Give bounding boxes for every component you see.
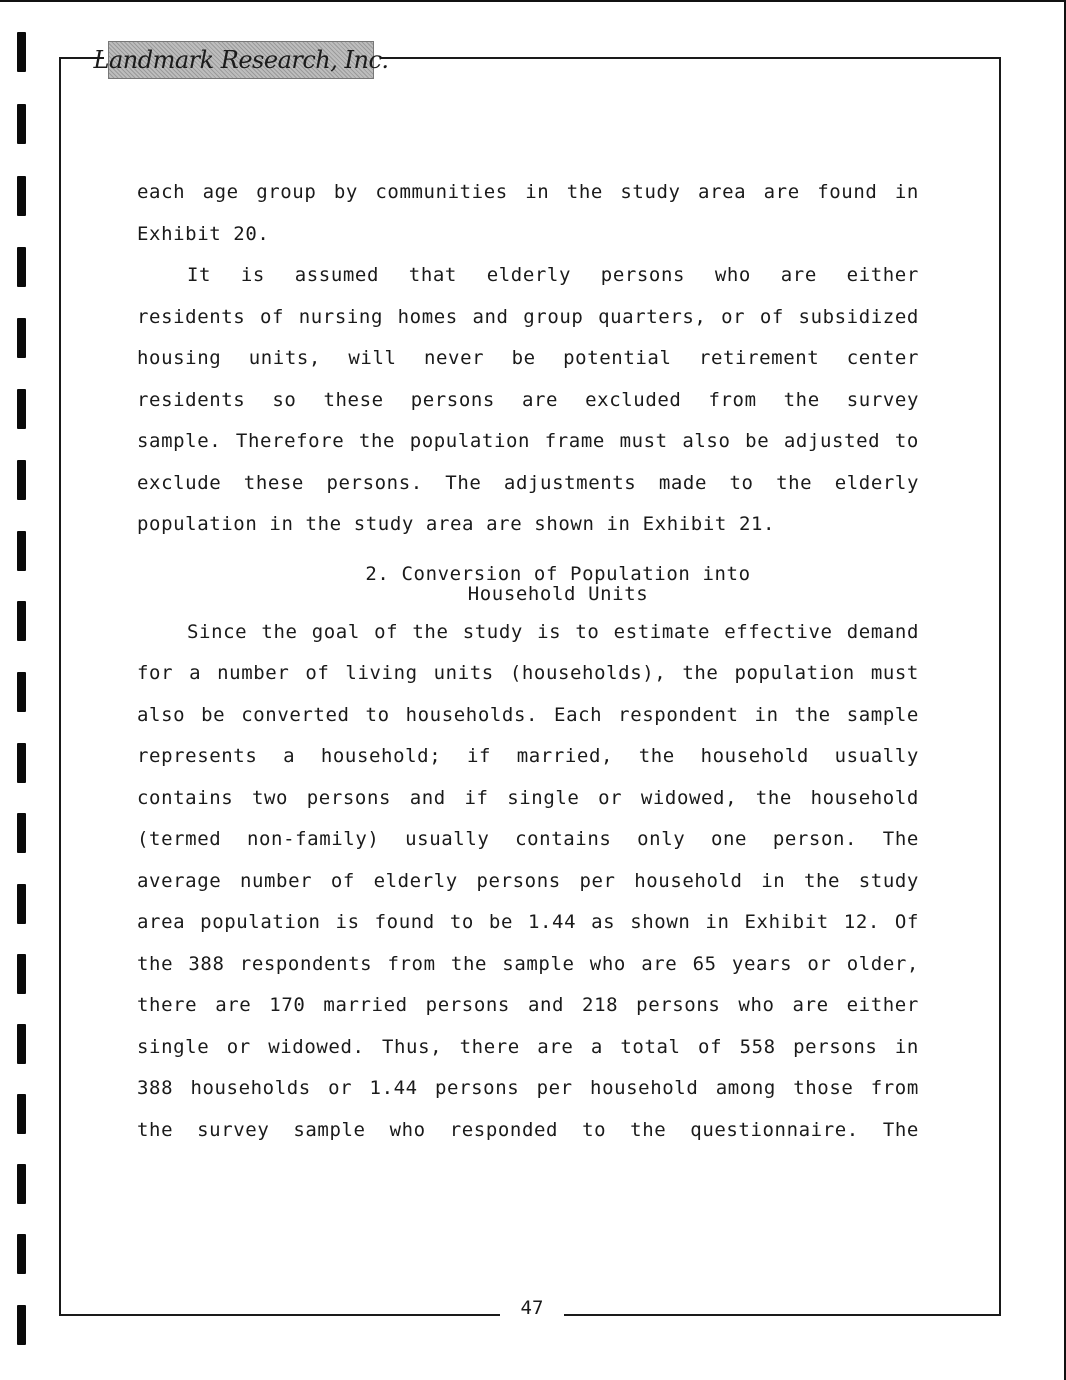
word: exclude bbox=[137, 471, 222, 494]
word: to bbox=[582, 1118, 607, 1141]
binder-holes bbox=[0, 0, 40, 1380]
word: contains bbox=[515, 828, 612, 850]
word: average bbox=[137, 869, 222, 892]
word: persons bbox=[410, 388, 495, 411]
word: persons. bbox=[326, 471, 423, 494]
word: represents bbox=[137, 745, 258, 767]
word: household bbox=[700, 745, 809, 767]
heading-line: 2. Conversion of Population into bbox=[365, 562, 751, 585]
word: group bbox=[256, 181, 317, 203]
word: are bbox=[763, 181, 800, 203]
word: of bbox=[260, 305, 285, 328]
word: area bbox=[698, 181, 747, 203]
word: be bbox=[511, 347, 536, 369]
word: must bbox=[870, 662, 919, 684]
word: be bbox=[488, 911, 513, 933]
word: persons bbox=[306, 786, 392, 809]
word: Thus, bbox=[381, 1035, 443, 1058]
word: subsidized bbox=[798, 305, 919, 328]
word: these bbox=[243, 471, 304, 494]
word: 388 bbox=[188, 952, 225, 975]
word: or bbox=[721, 305, 746, 328]
word: never bbox=[423, 347, 485, 369]
word: group bbox=[523, 305, 584, 328]
text-line bbox=[137, 380, 919, 422]
word: these bbox=[323, 388, 384, 411]
word: from bbox=[870, 1077, 919, 1099]
word: questionnaire. bbox=[690, 1118, 859, 1141]
word: contains bbox=[137, 786, 234, 809]
word: older, bbox=[846, 952, 919, 975]
word: the bbox=[630, 1118, 667, 1141]
word: and bbox=[409, 786, 446, 809]
binder-hole bbox=[17, 884, 26, 924]
word: of bbox=[759, 305, 784, 328]
word: married, bbox=[516, 745, 614, 767]
binder-hole bbox=[17, 247, 26, 287]
word: the bbox=[261, 620, 298, 643]
binder-hole bbox=[17, 601, 26, 641]
word: are bbox=[780, 264, 817, 286]
word: who bbox=[714, 264, 751, 286]
word: will bbox=[348, 347, 397, 369]
word: non-family) bbox=[246, 828, 380, 850]
word: nursing bbox=[298, 305, 383, 328]
word: The bbox=[445, 471, 482, 494]
word: respondents bbox=[239, 952, 373, 975]
word: respondent bbox=[618, 703, 739, 726]
word: if bbox=[464, 786, 489, 809]
word: by bbox=[333, 181, 358, 203]
word: the bbox=[803, 869, 841, 892]
word: in bbox=[894, 181, 919, 203]
word: those bbox=[793, 1077, 854, 1099]
word: 12. bbox=[843, 911, 880, 933]
binder-hole bbox=[17, 1094, 26, 1134]
text-line: Exhibit 20. bbox=[137, 222, 270, 245]
word: adjustments bbox=[503, 471, 637, 494]
binder-hole bbox=[17, 460, 26, 500]
word: either bbox=[846, 994, 919, 1016]
binder-hole bbox=[17, 1164, 26, 1204]
text-line bbox=[137, 944, 919, 986]
word: number bbox=[217, 662, 290, 684]
paragraph bbox=[137, 172, 919, 255]
word: Exhibit bbox=[744, 911, 829, 933]
text-line bbox=[137, 421, 919, 463]
word: single bbox=[137, 1035, 210, 1058]
word: the bbox=[783, 388, 820, 411]
binder-hole bbox=[17, 672, 26, 712]
word: housing bbox=[137, 347, 222, 369]
section-heading bbox=[137, 564, 919, 604]
word: and bbox=[527, 994, 565, 1016]
word: residents bbox=[137, 305, 246, 328]
word: age bbox=[202, 181, 239, 203]
word: as bbox=[591, 911, 616, 933]
word: a bbox=[283, 745, 296, 767]
word: The bbox=[882, 1118, 919, 1141]
word: 388 bbox=[137, 1077, 174, 1099]
binder-hole bbox=[17, 1024, 26, 1064]
word: household bbox=[810, 786, 919, 809]
text-line bbox=[137, 1068, 919, 1110]
binder-hole bbox=[17, 813, 26, 853]
word: Therefore bbox=[235, 430, 345, 452]
word: living bbox=[345, 662, 418, 684]
text-line bbox=[137, 612, 919, 654]
word: 218 bbox=[582, 994, 619, 1016]
word: from bbox=[387, 952, 436, 975]
word: shown bbox=[630, 911, 691, 933]
word: homes bbox=[397, 305, 458, 328]
word: adjusted bbox=[783, 430, 881, 452]
word: assumed bbox=[294, 264, 379, 286]
word: per bbox=[579, 869, 616, 892]
binder-hole bbox=[17, 176, 26, 216]
word: persons bbox=[476, 869, 561, 892]
word: of bbox=[330, 869, 355, 892]
text-line bbox=[137, 297, 919, 339]
word: are bbox=[641, 952, 678, 975]
word: also bbox=[137, 703, 186, 726]
word: persons bbox=[793, 1035, 878, 1058]
word: of bbox=[698, 1035, 723, 1058]
text-line bbox=[137, 695, 919, 737]
word: are bbox=[537, 1035, 574, 1058]
word: 1.44 bbox=[527, 911, 577, 933]
word: among bbox=[715, 1077, 776, 1099]
word: (termed bbox=[137, 828, 222, 850]
word: communities bbox=[375, 181, 508, 203]
word: residents bbox=[137, 388, 246, 411]
word: to bbox=[894, 430, 919, 452]
word: the bbox=[137, 1118, 174, 1141]
word: two bbox=[251, 786, 289, 809]
word: per bbox=[536, 1077, 573, 1099]
text-line: population in the study area are shown in Exhibit 21. bbox=[137, 513, 776, 535]
heading-line: Household Units bbox=[467, 582, 649, 605]
logo-text: Landmark Research, Inc. bbox=[93, 46, 389, 74]
word: for bbox=[137, 662, 174, 684]
word: single bbox=[507, 786, 580, 809]
word: the bbox=[776, 471, 813, 494]
word: be bbox=[745, 430, 770, 452]
text-line bbox=[137, 338, 919, 380]
text-line bbox=[137, 1027, 919, 1069]
word: sample bbox=[846, 703, 919, 726]
word: or bbox=[226, 1035, 251, 1058]
word: who bbox=[738, 994, 775, 1016]
word: The bbox=[882, 828, 919, 850]
word: a bbox=[590, 1035, 603, 1058]
word: population bbox=[409, 430, 531, 452]
word: made bbox=[658, 471, 708, 494]
word: households. bbox=[405, 703, 539, 726]
word: of bbox=[305, 662, 330, 684]
word: 170 bbox=[269, 994, 306, 1016]
word: 558 bbox=[739, 1035, 776, 1058]
binder-hole bbox=[17, 32, 26, 72]
word: retirement bbox=[698, 347, 820, 369]
word: years bbox=[731, 952, 793, 975]
word: It bbox=[187, 264, 212, 286]
word: also bbox=[682, 430, 731, 452]
word: Of bbox=[894, 911, 919, 933]
word: study bbox=[462, 620, 523, 643]
word: found bbox=[817, 181, 878, 203]
text-line bbox=[137, 172, 919, 214]
text-line bbox=[137, 736, 919, 778]
word: demand bbox=[846, 620, 919, 643]
word: goal bbox=[311, 620, 360, 643]
body-text bbox=[137, 172, 919, 1151]
word: is bbox=[335, 911, 360, 933]
word: the bbox=[755, 786, 792, 809]
text-line bbox=[137, 861, 919, 903]
word: a bbox=[189, 662, 202, 684]
text-line bbox=[137, 985, 919, 1027]
word: are bbox=[215, 994, 252, 1016]
word: the bbox=[412, 620, 449, 643]
word: there bbox=[137, 994, 198, 1016]
text-line bbox=[137, 653, 919, 695]
binder-hole bbox=[17, 1305, 26, 1345]
word: survey bbox=[846, 388, 919, 411]
word: are bbox=[521, 388, 559, 411]
word: estimate bbox=[613, 620, 710, 643]
word: there bbox=[459, 1035, 520, 1058]
word: center bbox=[846, 347, 919, 369]
word: to bbox=[449, 911, 474, 933]
page-number: 47 bbox=[520, 1297, 544, 1319]
word: persons bbox=[425, 994, 510, 1016]
word: to bbox=[575, 620, 600, 643]
word: Since bbox=[187, 620, 248, 643]
word: must bbox=[619, 430, 668, 452]
word: the bbox=[682, 662, 719, 684]
binder-hole bbox=[17, 318, 26, 358]
word: quarters, bbox=[598, 305, 707, 328]
word: and bbox=[472, 305, 509, 328]
word: who bbox=[389, 1118, 426, 1141]
text-line bbox=[137, 902, 919, 944]
word: population bbox=[734, 662, 855, 684]
text-line bbox=[137, 463, 919, 505]
word: study bbox=[858, 869, 919, 892]
word: frame bbox=[544, 430, 605, 452]
word: (households), bbox=[509, 662, 667, 684]
word: units, bbox=[248, 347, 321, 369]
word: in bbox=[761, 869, 786, 892]
word: found bbox=[374, 911, 435, 933]
word: elderly bbox=[486, 264, 571, 286]
word: is bbox=[240, 264, 265, 286]
word: in bbox=[754, 703, 779, 726]
company-logo bbox=[93, 41, 389, 79]
word: if bbox=[466, 745, 492, 767]
word: elderly bbox=[834, 471, 919, 494]
binder-hole bbox=[17, 743, 26, 783]
word: potential bbox=[563, 347, 672, 369]
word: study bbox=[620, 181, 681, 203]
binder-hole bbox=[17, 531, 26, 571]
word: area bbox=[137, 911, 186, 933]
word: widowed. bbox=[268, 1035, 365, 1058]
word: usually bbox=[834, 745, 919, 767]
word: 65 bbox=[692, 952, 717, 975]
word: Each bbox=[554, 703, 603, 726]
word: units bbox=[433, 662, 494, 684]
binder-hole bbox=[17, 954, 26, 994]
word: usually bbox=[405, 828, 490, 850]
word: widowed, bbox=[640, 786, 738, 809]
word: are bbox=[792, 994, 829, 1016]
word: or bbox=[328, 1077, 353, 1099]
word: total bbox=[620, 1035, 681, 1058]
word: each bbox=[137, 181, 186, 203]
word: households bbox=[190, 1077, 311, 1099]
word: sample bbox=[293, 1118, 366, 1141]
word: the bbox=[566, 181, 603, 203]
word: 1.44 bbox=[369, 1077, 418, 1099]
text-line bbox=[137, 778, 919, 820]
word: or bbox=[807, 952, 832, 975]
word: converted bbox=[241, 703, 350, 726]
word: married bbox=[323, 994, 408, 1016]
word: or bbox=[598, 786, 623, 809]
word: in bbox=[705, 911, 730, 933]
word: is bbox=[537, 620, 562, 643]
word: the bbox=[358, 430, 396, 452]
word: the bbox=[794, 703, 831, 726]
word: number bbox=[239, 869, 313, 892]
word: in bbox=[894, 1035, 919, 1058]
word: of bbox=[374, 620, 399, 643]
word: effective bbox=[724, 620, 833, 643]
word: who bbox=[589, 952, 626, 975]
word: either bbox=[846, 264, 919, 286]
word: person. bbox=[772, 828, 858, 850]
word: from bbox=[708, 388, 757, 411]
word: sample. bbox=[137, 430, 222, 452]
word: the bbox=[450, 952, 488, 975]
paragraph bbox=[137, 255, 919, 546]
paragraph bbox=[137, 612, 919, 1152]
word: in bbox=[525, 181, 550, 203]
word: sample bbox=[502, 952, 575, 975]
word: responded bbox=[449, 1118, 559, 1141]
binder-hole bbox=[17, 1234, 26, 1274]
word: survey bbox=[197, 1118, 270, 1141]
text-line bbox=[137, 255, 919, 297]
word: elderly bbox=[373, 869, 458, 892]
word: the bbox=[137, 952, 174, 975]
word: that bbox=[408, 264, 457, 286]
binder-hole bbox=[17, 389, 26, 429]
word: population bbox=[200, 911, 321, 933]
word: excluded bbox=[585, 388, 682, 411]
word: household; bbox=[320, 745, 442, 767]
binder-hole bbox=[17, 104, 26, 144]
word: persons bbox=[435, 1077, 520, 1099]
word: one bbox=[710, 828, 748, 850]
text-line bbox=[137, 819, 919, 861]
word: to bbox=[365, 703, 390, 726]
word: persons bbox=[600, 264, 686, 286]
word: so bbox=[272, 388, 297, 411]
word: only bbox=[637, 828, 686, 850]
word: household bbox=[590, 1077, 699, 1099]
word: the bbox=[638, 745, 675, 767]
word: be bbox=[201, 703, 226, 726]
word: to bbox=[729, 471, 754, 494]
scan-edge-top bbox=[0, 0, 1066, 2]
text-line bbox=[137, 1110, 919, 1152]
word: persons bbox=[636, 994, 721, 1016]
word: household bbox=[634, 869, 743, 892]
